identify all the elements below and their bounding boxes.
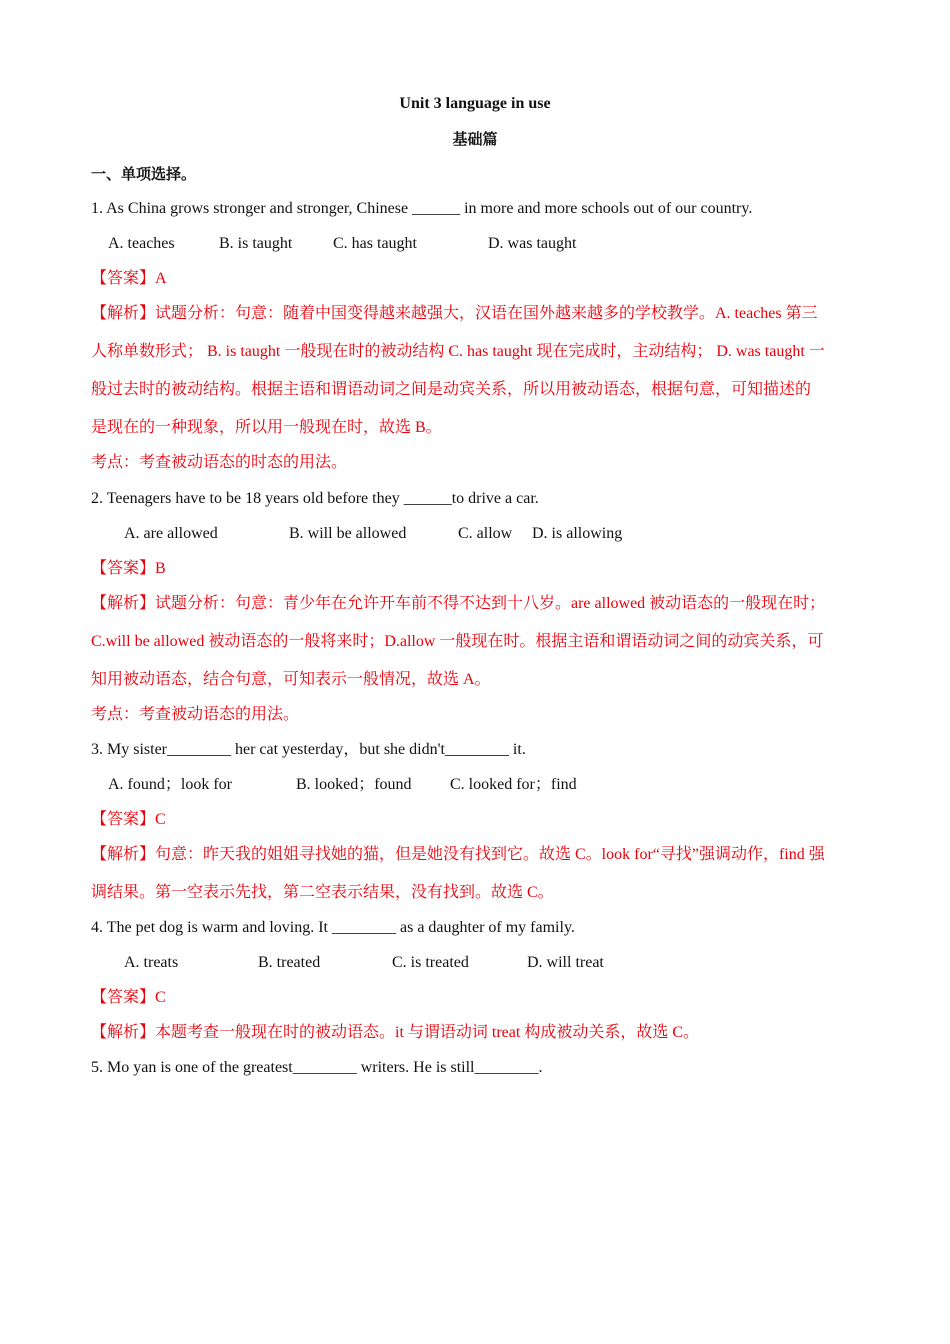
question-3-analysis-line: 调结果。第一空表示先找，第二空表示结果，没有找到。故选 C。 <box>91 884 554 901</box>
question-1-analysis-line: 人称单数形式； B. is taught 一般现在时的被动结构 C. has taught 现在完成时，主动结构； D. was taught 一 <box>91 343 825 360</box>
option-c: C. has taught <box>333 235 417 252</box>
option-c: C. allow <box>458 525 513 542</box>
question-1-analysis-line: 【解析】试题分析：句意：随着中国变得越来越强大，汉语在国外越来越多的学校教学。A. teaches 第三 <box>91 305 818 322</box>
option-c: C. is treated <box>392 954 469 971</box>
question-4-answer: 【答案】C <box>91 989 166 1006</box>
option-b: B. is taught <box>219 235 293 252</box>
question-1-answer: 【答案】A <box>91 270 167 287</box>
document-subtitle: 基础篇 <box>452 130 498 148</box>
question-2-stem: 2. Teenagers have to be 18 years old before they ______to drive a car. <box>91 490 539 507</box>
question-2-analysis-line: C.will be allowed 被动语态的一般将来时；D.allow 一般现在时。根据主语和谓语动词之间的动宾关系，可 <box>91 633 824 650</box>
question-2-analysis-line: 【解析】试题分析：句意：青少年在允许开车前不得不达到十八岁。are allowed 被动语态的一般现在时； <box>91 595 826 612</box>
question-2-analysis-line: 知用被动语态，结合句意，可知表示一般情况，故选 A。 <box>91 671 491 688</box>
option-b: B. treated <box>258 954 321 971</box>
question-5-stem: 5. Mo yan is one of the greatest________ writers. He is still________. <box>91 1059 543 1076</box>
question-3-answer: 【答案】C <box>91 811 166 828</box>
question-2-point: 考点：考查被动语态的用法。 <box>91 706 300 723</box>
question-3-stem: 3. My sister________ her cat yesterday，but she didn't________ it. <box>91 741 526 758</box>
option-b: B. will be allowed <box>289 525 407 542</box>
question-3-analysis-line: 【解析】句意：昨天我的姐姐寻找她的猫，但是她没有找到它。故选 C。look for“寻找”强调动作，find 强 <box>91 846 825 863</box>
question-4-analysis-line: 【解析】本题考查一般现在时的被动语态。it 与谓语动词 treat 构成被动关系，故选 C。 <box>91 1024 699 1041</box>
question-1-point: 考点：考查被动语态的时态的用法。 <box>91 454 348 471</box>
question-4-stem: 4. The pet dog is warm and loving. It ________ as a daughter of my family. <box>91 919 575 936</box>
option-b: B. looked；found <box>296 776 412 793</box>
section-heading: 一、单项选择。 <box>91 165 197 183</box>
option-d: D. was taught <box>488 235 577 252</box>
option-a: A. teaches <box>108 235 175 252</box>
option-a: A. treats <box>124 954 179 971</box>
document-title: Unit 3 language in use <box>399 95 551 112</box>
option-a: A. found；look for <box>108 776 232 793</box>
question-1-analysis-line: 是现在的一种现象，所以用一般现在时，故选 B。 <box>91 419 442 436</box>
option-d: D. is allowing <box>532 525 623 542</box>
question-1-analysis-line: 般过去时的被动结构。根据主语和谓语动词之间是动宾关系，所以用被动语态，根据句意，可知描述的 <box>91 381 812 398</box>
question-1-stem: 1. As China grows stronger and stronger, Chinese ______ in more and more schools out of our country. <box>91 200 753 217</box>
option-d: D. will treat <box>527 954 604 971</box>
question-2-answer: 【答案】B <box>91 560 166 577</box>
option-c: C. looked for；find <box>450 776 577 793</box>
option-a: A. are allowed <box>124 525 218 542</box>
